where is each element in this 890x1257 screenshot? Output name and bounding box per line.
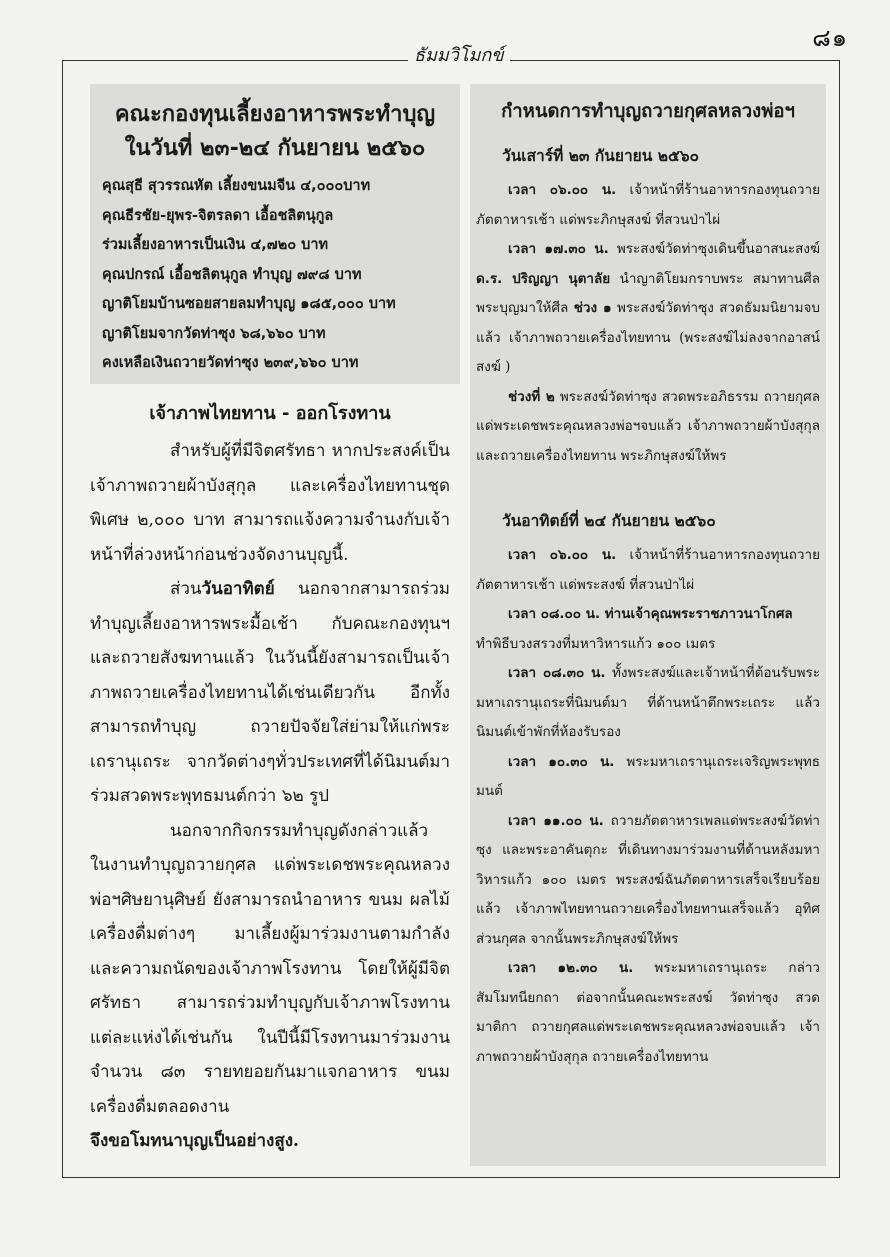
entry-text: ถวายภัตตาหารเพลแด่พระสงฆ์วัดท่าซุง และพระอาคันตุกะ ที่เดินทางมาร่วมงานที่ด้านหลังมหาวิหารแก้ว ๑๐๐ เมตร พระสงฆ์ฉันภัตตาหารเสร็จเรียบร้อยแล้ว เจ้าภาพไทยทานถวายเครื่องไทยทานเสร็จแล้ว อุทิศส่วนกุศล จากนั้นพระภิกษุสงฆ์ให้พร xyxy=(476,812,820,947)
sponsor-line: คุณสุธี สุวรรณหัต เลี้ยงขนมจีน ๔,๐๐๐บาท xyxy=(102,178,371,194)
page-number: ๘๑ xyxy=(812,24,848,52)
day2-entry-1 xyxy=(476,541,820,600)
article-heading: เจ้าภาพไทยทาน - ออกโรงทาน xyxy=(149,403,391,424)
article-paragraph-3: นอกจากกิจกรรมทำบุญดังกล่าวแล้ว ในงานทำบุญถวายกุศล แด่พระเดชพระคุณหลวงพ่อฯศิษยานุศิษย์ ยังสามารถนำอาหาร ขนม ผลไม้ เครื่องดื่มต่างๆ มาเลี้ยงผู้มาร่วมงานตามกำลัง และความถนัดของเจ้าภาพโรงทาน โดยให้ผู้มีจิตศรัทธา สามารถร่วมทำบุญกับเจ้าภาพโรงทานแต่ละแห่งได้เช่นกัน ในปีนี้มีโรงทานมาร่วมงานจำนวน ๘๓ รายทยอยกันมาแจกอาหาร ขนม เครื่องดื่มตลอดงาน xyxy=(90,820,450,1117)
entry-time: เวลา ๐๘.๐๐ น. xyxy=(508,606,601,622)
schedule-column xyxy=(470,84,826,1166)
schedule-heading: กำหนดการทำบุญถวายกุศลหลวงพ่อฯ xyxy=(501,101,795,122)
day2-entry-2-cont: ทำพิธีบวงสรวงที่มหาวิหารแก้ว ๑๐๐ เมตร xyxy=(476,635,716,652)
entry-time: เวลา ๑๑.๐๐ น. xyxy=(508,812,604,829)
sponsor-line: คงเหลือเงินถวายวัดท่าซุง ๒๓๙,๖๖๐ บาท xyxy=(102,355,359,371)
day2-entry-5 xyxy=(476,807,820,955)
entry-text: เจ้าหน้าที่ร้านอาหารกองทุนถวายภัตตาหารเช้า แด่พระสงฆ์ ที่สวนป่าไผ่ xyxy=(476,547,820,593)
entry-text: นำญาติโยมกราบพระ สมาทานศีล พระบุญมาให้ศีล xyxy=(476,270,821,316)
day2-entry-3 xyxy=(476,659,820,748)
sponsor-line: คุณปกรณ์ เอื้อชลิตนุกูล ทำบุญ ๗๙๘ บาท xyxy=(102,266,362,283)
day2-heading: วันอาทิตย์ที่ ๒๔ กันยายน ๒๕๖๐ xyxy=(502,512,716,530)
article-p2-rest: นอกจากสามารถร่วมทำบุญเลี้ยงอาหารพระมื้อเช้า กับคณะกองทุนฯ และถวายสังฆทานแล้ว ในวันนี้ยังสามารถเป็นเจ้าภาพถวายเครื่องไทยทานได้เช่นเดียวกัน อีกทั้งสามารถทำบุญ ถวายปัจจัยใส่ย่ามให้แก่พระเถรานุเถระ จากวัดต่างๆทั่วประเทศที่ได้นิมนต์มาร่วมสวดพระพุทธมนต์กว่า ๖๒ รูป xyxy=(90,579,450,806)
day2-entry-4 xyxy=(476,748,820,807)
day1-heading: วันเสาร์ที่ ๒๓ กันยายน ๒๕๖๐ xyxy=(502,147,699,165)
article-paragraph-1: สำหรับผู้ที่มีจิตศรัทธา หากประสงค์เป็นเจ้าภาพถวายผ้าบังสุกุล และเครื่องไทยทานชุดพิเศษ ๒,๐๐๐ บาท สามารถแจ้งความจำนงกับเจ้าหน้าที่ล่วงหน้าก่อนช่วงจัดงานบุญนี้. xyxy=(90,441,450,565)
day2-entry-6 xyxy=(476,954,820,1072)
entry-person: ท่านเจ้าคุณพระราชภาวนาโกศล xyxy=(600,606,793,622)
entry-time: เวลา ๑๒.๓๐ น. xyxy=(508,960,634,976)
day2-entry-2 xyxy=(476,600,820,630)
entry-person: ด.ร. ปริญญา นุตาลัย xyxy=(476,270,611,287)
entry-period: ช่วง ๑ xyxy=(573,300,612,316)
entry-text: พระมหาเถรานุเถระเจริญพระพุทธมนต์ xyxy=(476,753,820,799)
sponsor-title-line1: คณะกองทุนเลี้ยงอาหารพระทำบุญ xyxy=(114,102,436,127)
sponsor-line: คุณธีรชัย-ยุพร-จิตรลดา เอื้อชลิตนุกูล xyxy=(102,207,334,224)
sponsor-line: ญาติโยมบ้านซอยสายลมทำบุญ ๑๘๕,๐๐๐ บาท xyxy=(102,296,396,312)
entry-text: พระมหาเถรานุเถระ กล่าวสัมโมทนียกถา ต่อจากนั้นคณะพระสงฆ์ วัดท่าซุง สวดมาติกา ถวายกุศลแด่พระเดชพระคุณหลวงพ่อจบแล้ว เจ้าภาพถวายผ้าบังสุกุล ถวายเครื่องไทยทาน xyxy=(476,960,821,1065)
article-paragraph-2 xyxy=(90,572,450,814)
sponsor-title-line2: ในวันที่ ๒๓-๒๔ กันยายน ๒๕๖๐ xyxy=(124,136,426,161)
running-header: ธัมมวิโมกข์ xyxy=(408,40,510,69)
entry-time: เวลา ๑๐.๓๐ น. xyxy=(508,753,615,770)
sponsor-line: ญาติโยมจากวัดท่าซุง ๖๘,๖๖๐ บาท xyxy=(102,325,326,342)
sponsor-line: ร่วมเลี้ยงอาหารเป็นเงิน ๔,๗๒๐ บาท xyxy=(102,237,329,253)
day1-entry-1 xyxy=(476,176,820,235)
entry-period: ช่วงที่ ๒ xyxy=(508,388,555,405)
entry-time: เวลา ๐๘.๓๐ น. xyxy=(508,665,606,681)
entry-text: ทั้งพระสงฆ์และเจ้าหน้าที่ต้อนรับพระมหาเถรานุเถระที่นิมนต์มา ที่ด้านหน้าตึกพระเถระ แล้วนิมนต์เข้าพักที่ห้องรับรอง xyxy=(476,665,820,740)
entry-time: เวลา ๐๖.๐๐ น. xyxy=(508,182,617,198)
left-article xyxy=(90,398,450,1159)
entry-time: เวลา ๐๖.๐๐ น. xyxy=(508,547,617,563)
day1-entry-2 xyxy=(476,235,820,383)
entry-text: พระสงฆ์วัดท่าซุง สวดพระอภิธรรม ถวายกุศล แด่พระเดชพระคุณหลวงพ่อฯจบแล้ว เจ้าภาพถวายผ้าบังสุกุล และถวายเครื่องไทยทาน พระภิกษุสงฆ์ให้พร xyxy=(476,388,820,464)
article-p2-lead: ส่วน xyxy=(170,579,202,599)
entry-text: พระสงฆ์วัดท่าซุงเดินขึ้นอาสนะสงฆ์ xyxy=(608,241,821,257)
entry-time: เวลา ๑๗.๓๐ น. xyxy=(508,241,609,257)
day1-entry-3 xyxy=(476,383,820,472)
article-closing: จึงขอโมทนาบุญเป็นอย่างสูง. xyxy=(90,1131,299,1151)
entry-text: เจ้าหน้าที่ร้านอาหารกองทุนถวายภัตตาหารเช้า แด่พระภิกษุสงฆ์ ที่สวนป่าไผ่ xyxy=(476,182,820,228)
entry-text: พระสงฆ์วัดท่าซุง สวดธัมมนิยามจบแล้ว เจ้าภาพถวายเครื่องไทยทาน (พระสงฆ์ไม่ลงจากอาสน์สงฆ์ ) xyxy=(476,300,821,375)
article-p2-bold: วันอาทิตย์ xyxy=(201,579,275,599)
sponsor-box xyxy=(90,84,460,384)
